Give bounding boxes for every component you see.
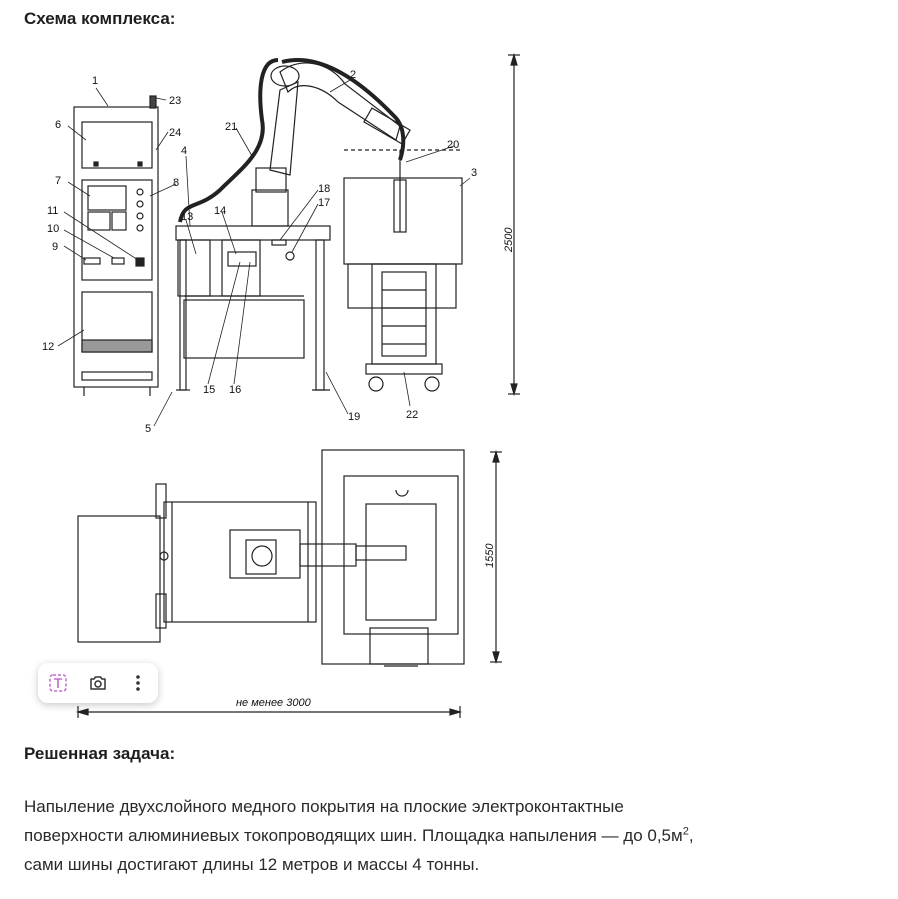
camera-button[interactable] (81, 666, 115, 700)
square-superscript: 2 (682, 825, 689, 838)
more-vertical-icon (127, 672, 149, 694)
task-line-3: сами шины достигают длины 12 метров и массы 4 тонны. (24, 855, 480, 874)
image-toolbar (38, 663, 158, 703)
callout-1: 1 (92, 75, 99, 87)
camera-icon (87, 672, 109, 694)
heading-task: Решенная задача: (24, 744, 176, 763)
top-view (78, 450, 464, 666)
task-description (24, 792, 854, 879)
callout-2: 2 (350, 69, 357, 81)
callout-13: 13 (181, 211, 194, 223)
callout-6: 6 (55, 119, 62, 131)
callout-17: 17 (318, 197, 331, 209)
callout-8: 8 (173, 177, 180, 189)
callout-10: 10 (47, 223, 60, 235)
callout-20: 20 (447, 139, 460, 151)
callout-22: 22 (406, 409, 419, 421)
more-options-button[interactable] (121, 666, 155, 700)
callout-4: 4 (181, 145, 188, 157)
task-line-2-text: поверхности алюминиевых токопроводящих шин. Площадка напыления — до 0,5м (24, 826, 683, 845)
dim-2500-label: 2500 (503, 227, 515, 252)
callout-19: 19 (348, 411, 361, 423)
text-select-button[interactable] (41, 666, 75, 700)
callout-3: 3 (471, 167, 478, 179)
callout-12: 12 (42, 341, 55, 353)
task-line-2-comma: , (688, 826, 694, 845)
dim-3000-label: не менее 3000 (236, 697, 311, 709)
trolley (366, 264, 442, 391)
callout-11: 11 (47, 205, 59, 217)
heading-scheme: Схема комплекса: (24, 9, 176, 28)
callout-9: 9 (52, 241, 59, 253)
task-line-1: Напыление двухслойного медного покрытия на плоские электроконтактные (24, 797, 624, 816)
dimension-height (508, 55, 520, 394)
text-select-icon (47, 672, 69, 694)
callout-24: 24 (169, 127, 182, 139)
task-line-2 (24, 821, 854, 850)
callout-5: 5 (145, 423, 152, 435)
dim-1550-label: 1550 (484, 543, 496, 568)
callout-16: 16 (229, 384, 242, 396)
work-table (176, 226, 330, 390)
callout-15: 15 (203, 384, 216, 396)
spray-booth (344, 150, 462, 308)
callout-7: 7 (55, 175, 62, 187)
callout-18: 18 (318, 183, 331, 195)
callout-21: 21 (225, 121, 238, 133)
callout-23: 23 (169, 95, 182, 107)
callout-14: 14 (214, 205, 227, 217)
robot-arm (180, 60, 410, 226)
